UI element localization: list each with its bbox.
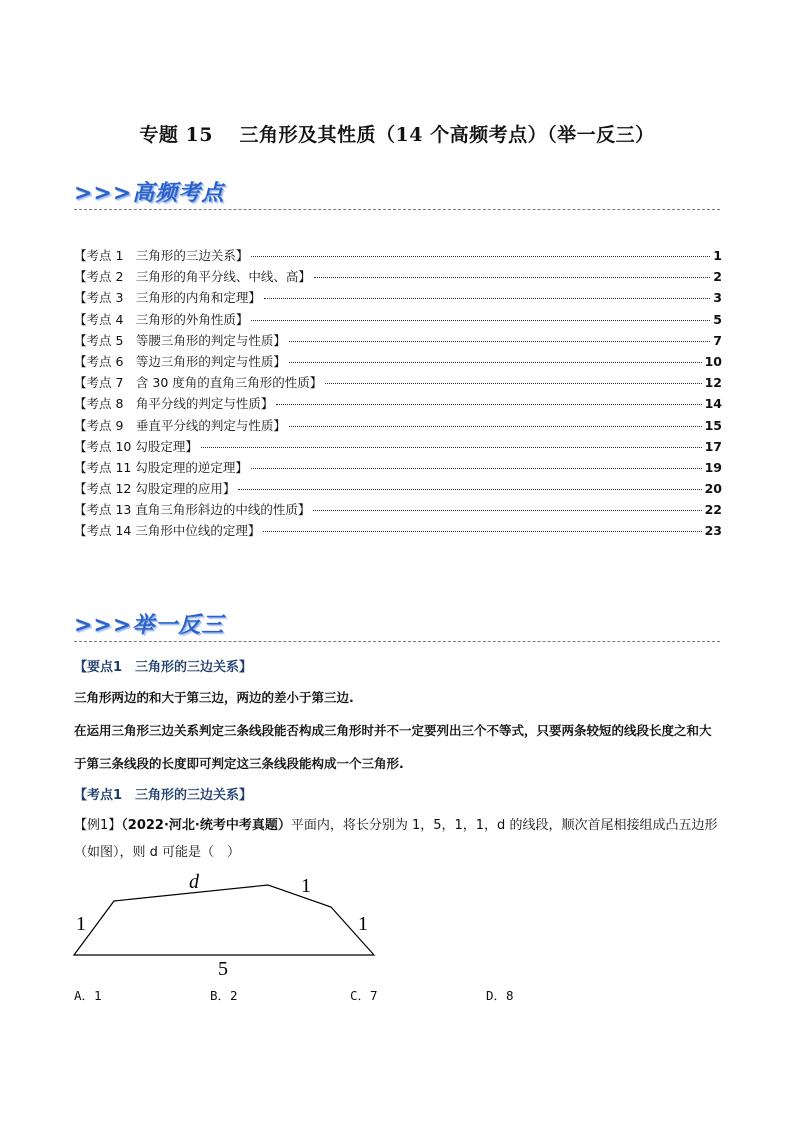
choice-b[interactable]: B．2 [210,988,238,1003]
toc-entry[interactable] [74,416,722,437]
toc-entry-label: 【考点 10 勾股定理】 [74,438,198,454]
keypoint-line-2: 在运用三角形三边关系判定三条线段能否构成三角形时并不一定要列出三个不等式，只要两条较短的线段长度之和大于第三条线段的长度即可判定这三条线段能构成一个三角形. [74,723,712,771]
toc-entry[interactable] [74,437,722,458]
toc-entry-page: 10 [704,353,722,369]
toc-entry-label: 【考点 13 直角三角形斜边的中线的性质】 [74,502,311,518]
toc-entry-page: 17 [704,438,722,454]
example-1 [74,812,722,866]
toc-entry-label: 【考点 5 等腰三角形的判定与性质】 [74,332,286,348]
label-right: 1 [358,913,368,935]
toc-entry-label: 【考点 3 三角形的内角和定理】 [74,290,261,306]
toc-entry[interactable] [74,394,722,415]
toc-leader-dots [251,468,702,469]
keypoint-line-1: 三角形两边的和大于第三边，两边的差小于第三边. [74,690,354,705]
toc-entry-label: 【考点 2 三角形的角平分线、中线、高】 [74,269,311,285]
example-text: 平面内，将长分别为 1，5，1，1，d 的线段，顺次首尾相接组成凸五边形（如图），则 d 可能是（ ） [74,818,718,860]
label-upper-right: 1 [301,875,311,897]
label-left: 1 [76,913,86,935]
toc-leader-dots [238,489,701,490]
toc-leader-dots [251,256,710,257]
toc-entry[interactable] [74,267,722,288]
toc-leader-dots [289,362,702,363]
toc-entry-page: 23 [704,523,722,539]
toc-entry-label: 【考点 14 三角形中位线的定理】 [74,523,261,539]
toc-entry[interactable] [74,288,722,309]
toc-entry-label: 【考点 9 垂直平分线的判定与性质】 [74,417,286,433]
toc-leader-dots [314,277,710,278]
toc-entry-page: 5 [713,311,722,327]
toc-entry-page: 2 [713,269,722,285]
section-banner-high-frequency: >>>高频考点 [74,181,225,206]
toc-entry-page: 22 [704,502,722,518]
toc-entry-page: 20 [704,481,722,497]
toc-entry-page: 15 [704,417,722,433]
toc-entry[interactable] [74,373,722,394]
table-of-contents [74,246,722,543]
page-title: 专题 15 三角形及其性质（14 个高频考点）（举一反三） [139,124,655,146]
label-bottom: 5 [218,958,228,980]
kaodian-heading: 【考点1 三角形的三边关系】 [74,788,253,803]
toc-entry-page: 14 [704,396,722,412]
section-header-high-frequency [74,176,720,210]
toc-leader-dots [251,320,710,321]
toc-entry-page: 12 [704,375,722,391]
toc-entry[interactable] [74,352,722,373]
section-divider [74,641,720,642]
section-banner-practice: >>>举一反三 [74,613,225,638]
toc-leader-dots [276,404,701,405]
choice-d[interactable]: D．8 [486,988,514,1003]
toc-entry[interactable] [74,479,722,500]
section-header-practice [74,608,720,642]
toc-entry[interactable] [74,331,722,352]
toc-entry-label: 【考点 6 等边三角形的判定与性质】 [74,353,286,369]
toc-entry-label: 【考点 4 三角形的外角性质】 [74,311,249,327]
toc-entry-label: 【考点 7 含 30 度角的直角三角形的性质】 [74,375,323,391]
toc-leader-dots [201,447,702,448]
toc-entry-page: 1 [713,248,722,263]
label-top: d [189,871,199,893]
toc-entry-label: 【考点 12 勾股定理的应用】 [74,481,236,497]
section-divider [74,209,720,210]
toc-entry-label: 【考点 1 三角形的三边关系】 [74,248,249,263]
pentagon-figure [68,864,388,982]
toc-entry[interactable] [74,458,722,479]
toc-entry-label: 【考点 8 角平分线的判定与性质】 [74,396,274,412]
toc-entry-label: 【考点 11 勾股定理的逆定理】 [74,459,248,475]
toc-leader-dots [325,383,701,384]
example-tag: 【例1】 [74,818,122,833]
toc-entry[interactable] [74,500,722,521]
toc-entry-page: 19 [704,459,722,475]
toc-leader-dots [289,341,710,342]
choice-c[interactable]: C．7 [350,988,378,1003]
toc-entry[interactable] [74,521,722,542]
toc-entry-page: 7 [713,332,722,348]
example-source: （2022·河北·统考中考真题） [121,818,291,833]
toc-leader-dots [313,510,701,511]
toc-entry[interactable] [74,246,722,267]
pentagon-shape [74,885,374,955]
toc-leader-dots [264,298,710,299]
toc-entry[interactable] [74,310,722,331]
choice-a[interactable]: A．1 [74,988,102,1003]
toc-entry-page: 3 [713,290,722,306]
keypoint-heading: 【要点1 三角形的三边关系】 [74,660,253,675]
toc-leader-dots [289,426,702,427]
toc-leader-dots [263,531,701,532]
